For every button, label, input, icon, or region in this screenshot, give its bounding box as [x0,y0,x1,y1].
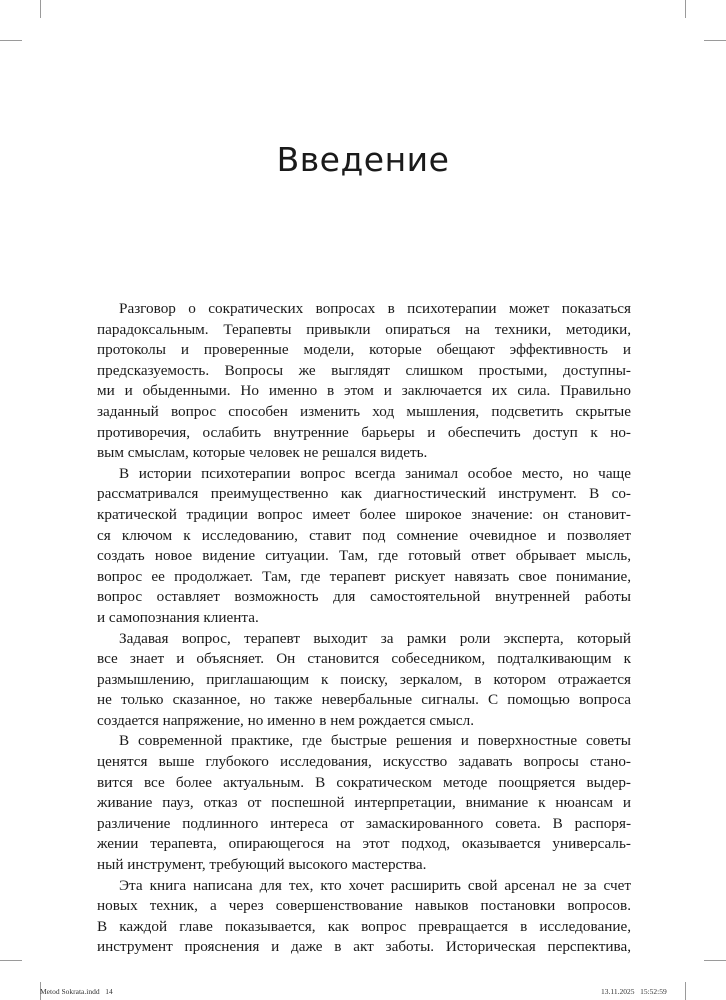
text-line: вопрос оставляет возможность для самостоятельной внутренней работы [97,588,631,606]
text-line: вым смыслам, которые человек не решался видеть. [97,444,428,462]
text-line: живание пауз, отказ от поспешной интерпретации, внимание к нюансам и [97,794,631,812]
text-line: ми и обыденными. Но именно в этом и заключается их сила. Правильно [97,382,631,400]
text-line: не только сказанное, но также невербальные сигналы. С помощью вопроса [97,691,631,709]
text-line: В современной практике, где быстрые решения и поверхностные советы [119,732,631,750]
crop-mark-bottom-right [685,982,686,1000]
text-line: размышлению, приглашающим к поиску, зеркалом, в котором отражается [97,670,631,688]
text-line: различение подлинного интереса от замаскированного совета. В распоря- [97,814,631,832]
paragraph [97,731,631,875]
text-line: ценятся выше глубокого исследования, искусство задавать вопросы стано- [97,753,631,771]
crop-mark-right-bottom [704,960,726,961]
text-line: кратической традиции вопрос имеет более широкое значение: он становит- [97,505,631,523]
paragraph [97,876,631,958]
text-line: Разговор о сократических вопросах в психотерапии может показаться [119,300,631,317]
text-line: создается напряжение, но именно в нем рождается смысл. [97,711,475,729]
text-line: жении терапевта, опирающегося на этот подход, оказывается универсаль- [97,835,631,853]
crop-mark-top-right [685,0,686,18]
text-line: Эта книга написана для тех, кто хочет расширить свой арсенал не за счет [119,876,631,894]
paragraph [97,629,631,732]
crop-mark-right-top [704,40,726,41]
text-line: все знает и объясняет. Он становится собеседником, подталкивающим к [97,650,631,668]
text-line: В каждой главе показывается, как вопрос превращается в исследование, [97,917,631,935]
paragraph [97,464,631,629]
text-line: вится все более актуальным. В сократическом методе поощряется выдер- [97,773,631,791]
text-line: заданный вопрос способен изменить ход мышления, подсветить скрытые [97,402,631,420]
footer-file-info: Metod Sokrata.indd 14 [40,987,113,996]
text-line: предсказуемость. Вопросы же выглядят слишком простыми, доступны- [97,361,631,379]
crop-mark-left-bottom [0,960,22,961]
text-line: рассматривался преимущественно как диагностический инструмент. В со- [97,485,631,503]
text-line: противоречия, ослабить внутренние барьеры и обеспечить доступ к но- [97,423,631,441]
text-line: создать новое видение ситуации. Там, где готовый ответ обрывает мысль, [97,547,631,565]
text-line: Задавая вопрос, терапевт выходит за рамки роли эксперта, который [119,629,631,647]
text-line: новых техник, а через совершенствование навыков постановки вопросов. [97,897,631,915]
text-line: вопрос ее продолжает. Там, где терапевт рискует навязать свое понимание, [97,567,631,585]
text-line: ный инструмент, требующий высокого мастерства. [97,856,427,874]
footer-timestamp: 13.11.2025 15:52:59 [601,987,667,996]
crop-mark-left-top [0,40,22,41]
chapter-title: Введение [276,140,450,179]
body-text [97,299,631,958]
text-line: инструмент прояснения и даже в акт заботы. Историческая перспектива, [97,938,631,956]
text-line: В истории психотерапии вопрос всегда занимал особое место, но чаще [119,464,631,482]
text-line: парадоксальным. Терапевты привыкли опираться на техники, методики, [97,320,631,338]
paragraph [97,299,631,464]
text-line: ся ключом к исследованию, ставит под сомнение очевидное и позволяет [97,526,631,544]
text-line: и самопознания клиента. [97,608,259,626]
text-line: протоколы и проверенные модели, которые обещают эффективность и [97,341,631,359]
crop-mark-top-left [40,0,41,18]
